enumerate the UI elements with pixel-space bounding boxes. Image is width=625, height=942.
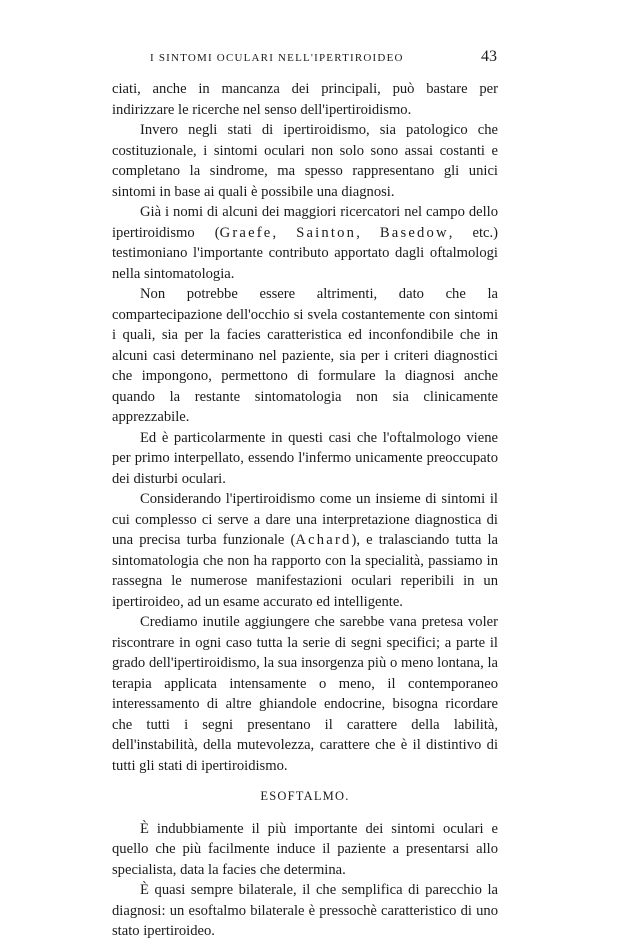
- paragraph: [112, 79, 498, 120]
- paragraph: [112, 612, 498, 776]
- paragraph-text: ciati, anche in mancanza dei principali, può bastare per indirizzare le ricerche nel senso dell'ipertiroidismo.: [112, 81, 498, 118]
- paragraph: [112, 489, 498, 612]
- paragraph: [112, 880, 498, 942]
- author-name: Sainton: [296, 224, 357, 241]
- author-name: Graefe: [219, 224, 273, 241]
- running-title: I SINTOMI OCULARI NELL'IPERTIROIDEO: [150, 52, 404, 64]
- paragraph-text: Non potrebbe essere altrimenti, dato che la compartecipazione dell'occhio si svela costantemente con sintomi i quali, sia per la facies caratteristica ed inconfondibile che in alcuni casi determinano nel paziente, sia per i criteri diagnostici che impongono, permettono di formulare la diagnosi anche quando la restante sintomatologia non sia clinicamente apprezzabile.: [112, 286, 498, 425]
- paragraph-text: Già i nomi di alcuni dei maggiori ricercatori nel campo dello ipertiroidismo (: [112, 204, 498, 241]
- paragraph: [112, 120, 498, 202]
- paragraph-text: È quasi sempre bilaterale, il che semplifica di parecchio la diagnosi: un esoftalmo bilaterale è pressochè caratteristico di uno stato ipertiroideo.: [112, 882, 498, 939]
- paragraph-text: Invero negli stati di ipertiroidismo, sia patologico che costituzionale, i sintomi oculari non solo sono assai costanti e completano la sindrome, ma spesso rappresentano gli unici sintomi in base ai quali è possibile una diagnosi.: [112, 122, 498, 200]
- paragraph-text: Considerando l'ipertiroidismo come un insieme di sintomi il cui complesso ci serve a dare una interpretazione diagnostica di una precisa turba funzionale (: [112, 491, 498, 548]
- body-text: [112, 79, 498, 942]
- author-name: Basedow: [379, 224, 449, 241]
- paragraph: [112, 284, 498, 428]
- paragraph-text: ), e tralasciando tutta la sintomatologia che non ha rapporto con la specialità, passiamo in rassegna le numerose manifestazioni oculari reperibili in un ipertiroideo, ad un esame accurato ed intelligente.: [112, 532, 498, 610]
- paragraph: [112, 428, 498, 490]
- paragraph-text: Crediamo inutile aggiungere che sarebbe vana pretesa voler riscontrare in ogni caso tutta la serie di segni specifici; a parte il grado dell'ipertiroidismo, la sua insorgenza più o meno lontana, la terapia applicata intensamente o meno, il contemporaneo interessamento di altre ghiandole endocrine, bisogna ricordare che tutti i segni presentano il carattere della labilità, dell'instabilità, della mutevolezza, carattere che è il distintivo di tutti gli stati di ipertiroidismo.: [112, 614, 498, 774]
- paragraph-text: Ed è particolarmente in questi casi che l'oftalmologo viene per primo interpellato, essendo l'infermo unicamente preoccupato dei disturbi oculari.: [112, 429, 498, 487]
- paragraph-text: , etc.) testimoniano l'importante contributo apportato dagli oftalmologi nella sintomatologia.: [112, 224, 498, 282]
- author-name: Achard: [295, 532, 352, 548]
- paragraph: Già i nomi di alcuni dei maggiori ricercatori nel campo dello ipertiroidismo (Graefe, Sainton, Basedow, etc.) testimoniano l'importante contributo apportato dagli oftalmologi nella sintomatologia.: [112, 204, 498, 282]
- paragraph-text: È indubbiamente il più importante dei sintomi oculari e quello che più facilmente induce il paziente a presentarsi allo specialista, data la facies che determina.: [112, 820, 498, 878]
- paragraph: [112, 819, 498, 881]
- section-heading: ESOFTALMO.: [260, 789, 350, 803]
- page-number: 43: [481, 48, 497, 65]
